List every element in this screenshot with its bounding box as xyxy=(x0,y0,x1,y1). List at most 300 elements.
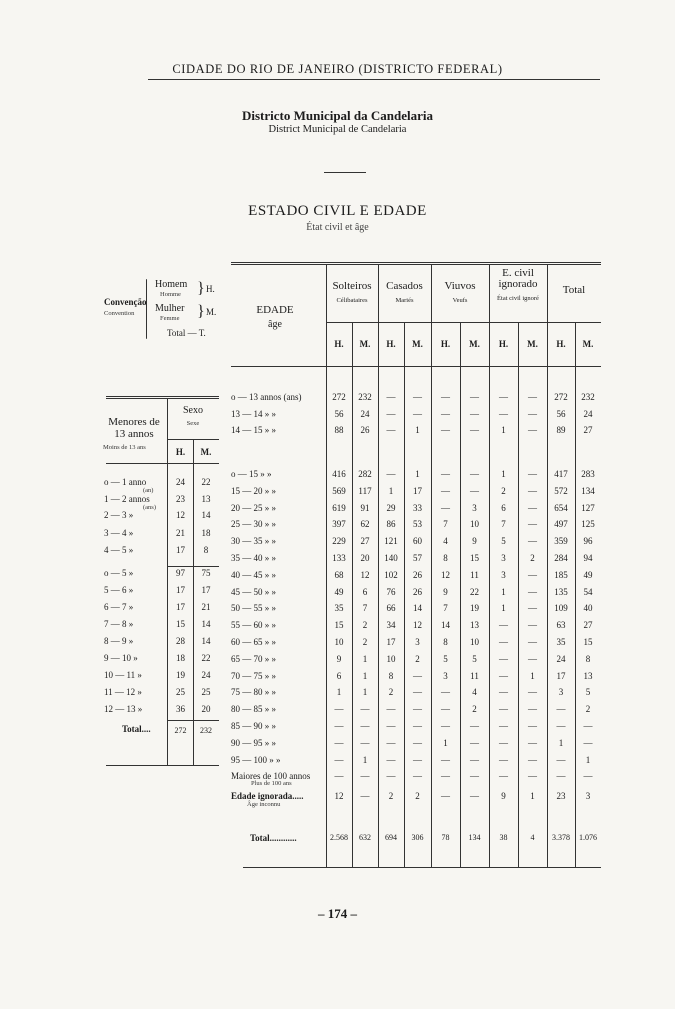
header-rule xyxy=(148,79,600,80)
menores-total-m: 232 xyxy=(200,726,212,735)
row-cell: — xyxy=(334,721,344,731)
row-cell: 2 xyxy=(585,704,591,715)
row-cell: 1 xyxy=(336,687,342,698)
row-cell: 1 xyxy=(362,687,368,698)
hm-header-5: M. xyxy=(469,339,480,349)
convention-label: Convenção xyxy=(104,297,147,307)
row-cell: — xyxy=(413,737,422,748)
ignorada-cell: 9 xyxy=(501,791,506,801)
row-cell: — xyxy=(470,425,479,435)
row-cell: 34 xyxy=(386,620,396,631)
menores-row-m: 14 xyxy=(201,636,211,646)
row-cell: 2 xyxy=(415,653,420,664)
row-cell: — xyxy=(386,704,396,715)
row-cell: 185 xyxy=(554,569,568,580)
homem-brace: } xyxy=(197,280,205,297)
row-cell: 8 xyxy=(585,653,591,664)
row-cell: — xyxy=(528,687,537,698)
row-cell: — xyxy=(413,771,422,782)
row-cell: 10 xyxy=(470,637,479,647)
menores-row-m: 22 xyxy=(201,653,211,663)
row-cell: 1 xyxy=(501,469,506,479)
row-cell: — xyxy=(583,737,593,748)
row-cell: — xyxy=(528,392,537,402)
row-cell: 569 xyxy=(332,485,346,496)
edade-header: EDADE xyxy=(256,304,294,316)
sexe-header: Sexe xyxy=(186,420,200,427)
row-cell: 1 xyxy=(443,737,448,748)
menores-row-m: 75 xyxy=(201,568,211,578)
row-cell: — xyxy=(470,771,479,782)
row-cell: 20 xyxy=(360,553,370,563)
row-cell: 26 xyxy=(360,425,370,435)
row-cell: 4 xyxy=(443,536,448,547)
ignorada-cell: 12 xyxy=(334,791,344,801)
row-cell: — xyxy=(528,536,537,547)
hm-header-3: M. xyxy=(412,339,423,349)
row-cell: 26 xyxy=(413,569,422,580)
row-cell: 232 xyxy=(358,392,372,402)
row-cell: 60 xyxy=(413,536,422,547)
row-cell: 24 xyxy=(360,408,370,419)
column-header-4-label: Total xyxy=(562,284,586,296)
row-label: 65 — 70 » » xyxy=(231,653,276,664)
row-cell: 7 xyxy=(443,603,448,614)
row-cell: 3 xyxy=(558,687,564,698)
row-cell: — xyxy=(556,704,566,715)
row-cell: — xyxy=(499,670,508,681)
row-cell: — xyxy=(441,392,450,402)
sexo-header: Sexo xyxy=(183,405,203,416)
total-abbrev: Total — T. xyxy=(167,328,206,338)
row-cell: 17 xyxy=(386,637,396,647)
row-cell: — xyxy=(528,569,537,580)
row-cell: 6 xyxy=(362,586,368,597)
running-header: CIDADE DO RIO DE JANEIRO (DISTRICTO FEDERAL) xyxy=(172,62,503,76)
row-cell: 3 xyxy=(472,502,477,513)
menores-row-h: 19 xyxy=(176,670,185,680)
row-cell: — xyxy=(441,704,450,715)
row-label: 60 — 65 » » xyxy=(231,637,276,647)
menores-row-m: 17 xyxy=(201,585,211,595)
homem-abbrev: H. xyxy=(206,284,215,294)
total-cell: 134 xyxy=(468,833,481,842)
menores-row-label: 4 — 5 » xyxy=(104,545,134,555)
row-cell: — xyxy=(360,737,370,748)
row-cell: 2 xyxy=(362,620,368,631)
row-cell: — xyxy=(499,737,508,748)
menores-row-h: 25 xyxy=(176,687,185,697)
homem-label: Homem xyxy=(155,279,188,290)
row-cell: 11 xyxy=(470,569,479,580)
row-cell: 94 xyxy=(583,553,593,563)
column-header-0-label: Solteiros xyxy=(332,280,372,292)
menores-row-label: 6 — 7 » xyxy=(104,602,134,612)
hm-header-1: M. xyxy=(359,339,371,349)
menores-row-m: 14 xyxy=(201,619,211,629)
row-label: 80 — 85 » » xyxy=(231,704,276,715)
row-cell: — xyxy=(441,485,450,496)
row-cell: 1 xyxy=(585,754,591,765)
row-label: 85 — 90 » » xyxy=(231,721,276,731)
row-label-sub: Plus de 100 ans xyxy=(251,780,292,788)
row-cell: 140 xyxy=(384,553,398,563)
menores-row-m: 13 xyxy=(201,494,211,504)
row-cell: 2 xyxy=(362,637,368,647)
menores-row-h: 97 xyxy=(176,568,185,578)
row-cell: — xyxy=(360,771,370,782)
hm-header-6: H. xyxy=(498,339,509,349)
row-cell: 66 xyxy=(386,603,396,614)
row-cell: 572 xyxy=(554,485,568,496)
row-cell: 7 xyxy=(443,519,448,530)
row-cell: — xyxy=(470,737,479,748)
row-cell: — xyxy=(528,754,537,765)
total-cell: 38 xyxy=(499,833,508,842)
row-cell: — xyxy=(413,721,422,731)
menores-row-h: 36 xyxy=(176,704,185,714)
hm-header-7: M. xyxy=(527,339,538,349)
convention-brace xyxy=(146,279,148,339)
row-cell: 1 xyxy=(388,485,394,496)
row-cell: 272 xyxy=(554,392,568,402)
menores-row-h: 17 xyxy=(176,585,185,595)
row-label: 45 — 50 » » xyxy=(231,586,276,597)
row-cell: — xyxy=(528,519,537,530)
row-label: 30 — 35 » » xyxy=(231,536,276,547)
row-cell: — xyxy=(470,485,479,496)
row-cell: 86 xyxy=(386,519,396,530)
ignorada-cell: — xyxy=(470,791,479,801)
menores-row-label: o — 5 » xyxy=(104,568,134,578)
menores-bottom-rule xyxy=(106,765,219,766)
row-cell: — xyxy=(386,408,396,419)
table-top-rule xyxy=(231,262,601,263)
row-cell: 8 xyxy=(443,637,448,647)
ignorada-cell: 2 xyxy=(415,791,420,801)
row-cell: — xyxy=(441,754,450,765)
column-header-2-label-fr: Veufs xyxy=(452,297,468,304)
row-cell: 15 xyxy=(334,620,344,631)
row-label: 55 — 60 » » xyxy=(231,620,276,631)
row-cell: 14 xyxy=(441,620,450,631)
row-cell: — xyxy=(528,721,537,731)
mulher-label: Mulher xyxy=(155,303,185,314)
column-header-0-label-fr: Célibataires xyxy=(336,297,368,304)
row-cell: 68 xyxy=(334,569,344,580)
row-cell: 2 xyxy=(388,687,394,698)
row-cell: 102 xyxy=(384,569,398,580)
mulher-abbrev: M. xyxy=(206,307,217,317)
row-cell: 13 xyxy=(470,620,479,631)
hm-header-0: H. xyxy=(334,339,344,349)
row-cell: 27 xyxy=(360,536,370,547)
menores-row-label: 9 — 10 » xyxy=(104,653,138,663)
menores-row-label: 1 — 2 annos xyxy=(104,494,150,504)
row-cell: 40 xyxy=(583,603,593,614)
section-subtitle: État civil et âge xyxy=(306,222,369,233)
menores-row-label: 5 — 6 » xyxy=(104,585,134,595)
district-subtitle: District Municipal de Candelaria xyxy=(268,124,407,135)
row-cell: — xyxy=(556,754,566,765)
subheader-rule xyxy=(326,322,601,323)
row-cell: — xyxy=(528,408,537,419)
row-cell: — xyxy=(499,687,508,698)
menores-row-h: 15 xyxy=(176,619,185,629)
column-header-3-label-fr: État civil ignoré xyxy=(497,295,539,302)
row-cell: 24 xyxy=(556,653,566,664)
row-cell: — xyxy=(499,637,508,647)
convention-label-fr: Convention xyxy=(104,310,135,317)
menores-row-label: 8 — 9 » xyxy=(104,636,134,646)
menores-row-label: o — 1 anno xyxy=(104,477,147,487)
menores-header-rule xyxy=(106,463,219,464)
row-cell: 49 xyxy=(334,586,344,597)
row-label: 50 — 55 » » xyxy=(231,603,276,614)
row-cell: 109 xyxy=(554,603,568,614)
row-cell: 6 xyxy=(336,670,342,681)
row-cell: — xyxy=(413,704,422,715)
row-label: 75 — 80 » » xyxy=(231,687,276,698)
district-title: Districto Municipal da Candelaria xyxy=(241,108,434,123)
row-label: o — 15 » » xyxy=(231,469,272,479)
row-cell: — xyxy=(386,754,396,765)
row-cell: — xyxy=(441,469,450,479)
row-cell: 6 xyxy=(501,502,506,513)
row-label: 20 — 25 » » xyxy=(231,502,276,513)
menores-row-h: 23 xyxy=(176,494,185,504)
menores-row-m: 18 xyxy=(201,528,211,538)
row-cell: — xyxy=(334,771,344,782)
menores-row-label: 12 — 13 » xyxy=(104,704,143,714)
row-cell: 3 xyxy=(501,569,506,580)
row-cell: 7 xyxy=(501,519,506,530)
hm-header-9: M. xyxy=(582,339,594,349)
row-cell: 135 xyxy=(554,586,568,597)
column-header-0 xyxy=(326,281,378,306)
row-cell: — xyxy=(413,754,422,765)
menores-row-h: 17 xyxy=(176,545,185,555)
row-label: 95 — 100 » » xyxy=(231,754,281,765)
row-cell: — xyxy=(360,704,370,715)
row-cell: — xyxy=(441,425,450,435)
row-cell: 121 xyxy=(384,536,398,547)
row-cell: 1 xyxy=(530,670,535,681)
menores-row-m: 8 xyxy=(203,545,209,555)
column-header-3-label: E. civil ignorado xyxy=(498,267,538,290)
column-header-3 xyxy=(489,268,547,304)
row-cell: — xyxy=(556,721,566,731)
row-cell: 63 xyxy=(556,620,566,631)
row-cell: 9 xyxy=(336,653,342,664)
menores-subtitle: Moins de 13 ans xyxy=(103,444,146,451)
row-cell: — xyxy=(386,771,396,782)
row-cell: 1 xyxy=(362,670,368,681)
row-cell: — xyxy=(413,670,422,681)
row-cell: 3 xyxy=(501,553,506,563)
menores-row-sub: (ans) xyxy=(143,504,156,511)
row-cell: 416 xyxy=(332,469,346,479)
row-cell: — xyxy=(528,502,537,513)
row-cell: 654 xyxy=(554,502,568,513)
row-cell: — xyxy=(583,721,593,731)
row-cell: 2 xyxy=(501,485,506,496)
menores-row-h: 21 xyxy=(176,528,185,538)
row-cell: 27 xyxy=(583,425,593,435)
row-cell: — xyxy=(528,425,537,435)
row-cell: 76 xyxy=(386,586,396,597)
menores-row-h: 12 xyxy=(176,510,185,520)
row-cell: — xyxy=(386,721,396,731)
row-cell: 8 xyxy=(388,670,394,681)
ignorada-cell: 2 xyxy=(388,791,394,801)
row-cell: 5 xyxy=(472,653,477,664)
total-cell: 2.568 xyxy=(330,833,348,842)
row-cell: 10 xyxy=(386,653,396,664)
row-cell: — xyxy=(499,408,508,419)
page-number: – 174 – xyxy=(318,906,357,921)
menores-row-h: 28 xyxy=(176,636,185,646)
row-cell: 5 xyxy=(443,653,448,664)
row-cell: — xyxy=(470,408,479,419)
row-cell: 359 xyxy=(554,536,568,547)
row-label: o — 13 annos (ans) xyxy=(231,392,302,402)
row-cell: 134 xyxy=(581,485,595,496)
menores-total-h: 272 xyxy=(174,726,187,735)
row-cell: — xyxy=(334,737,344,748)
menores-title: Menores de 13 annos xyxy=(108,416,160,440)
menores-row-m: 14 xyxy=(201,510,211,520)
mulher-brace: } xyxy=(197,303,205,320)
menores-total-label: Total.... xyxy=(122,724,151,734)
row-cell: 1 xyxy=(415,469,420,479)
row-cell: — xyxy=(470,469,479,479)
row-cell: — xyxy=(528,485,537,496)
row-cell: — xyxy=(441,502,450,513)
menores-top-rule xyxy=(106,396,219,397)
column-header-2 xyxy=(431,281,489,306)
row-cell: — xyxy=(499,754,508,765)
row-cell: 56 xyxy=(556,408,566,419)
row-label: 15 — 20 » » xyxy=(231,485,276,496)
row-cell: 12 xyxy=(360,569,370,580)
row-cell: 15 xyxy=(470,553,479,563)
total-cell: 694 xyxy=(385,833,397,842)
column-header-2-label: Viuvos xyxy=(444,280,476,292)
row-cell: 33 xyxy=(413,502,422,513)
row-cell: — xyxy=(470,754,479,765)
total-cell: 306 xyxy=(411,833,424,842)
homme-label: Homme xyxy=(160,291,181,298)
row-cell: — xyxy=(528,469,537,479)
row-cell: 35 xyxy=(334,603,344,614)
row-cell: 5 xyxy=(585,687,591,698)
row-cell: — xyxy=(470,721,479,731)
row-cell: 397 xyxy=(332,519,346,530)
row-cell: 117 xyxy=(358,485,372,496)
row-cell: — xyxy=(386,469,396,479)
total-cell: 4 xyxy=(530,833,535,842)
row-cell: — xyxy=(528,586,537,597)
row-cell: — xyxy=(441,687,450,698)
row-cell: 1 xyxy=(362,653,368,664)
row-cell: — xyxy=(334,754,344,765)
menores-row-m: 22 xyxy=(201,477,211,487)
row-cell: 1 xyxy=(415,425,420,435)
row-cell: 232 xyxy=(581,392,595,402)
total-cell: 78 xyxy=(441,833,450,842)
row-cell: 88 xyxy=(334,425,344,435)
row-cell: — xyxy=(499,721,508,731)
menores-h-header: H. xyxy=(175,447,186,457)
femme-label: Femme xyxy=(160,315,180,322)
row-cell: — xyxy=(528,637,537,647)
menores-row-m: 21 xyxy=(201,602,211,612)
row-cell: 26 xyxy=(413,586,422,597)
menores-row-label: 11 — 12 » xyxy=(104,687,142,697)
row-cell: 13 xyxy=(583,670,593,681)
ignorada-cell: 3 xyxy=(585,791,591,801)
ignorada-label: Edade ignorada..... xyxy=(231,791,304,801)
row-cell: 22 xyxy=(470,586,479,597)
menores-row-label: 7 — 8 » xyxy=(104,619,134,629)
row-cell: 127 xyxy=(581,502,595,513)
row-cell: 125 xyxy=(581,519,595,530)
total-cell: 3.378 xyxy=(552,833,570,842)
row-cell: — xyxy=(556,771,566,782)
row-cell: — xyxy=(528,653,537,664)
row-cell: 9 xyxy=(472,536,477,547)
header-bottom-rule xyxy=(231,366,601,367)
hm-header-2: H. xyxy=(386,339,396,349)
row-cell: — xyxy=(386,737,396,748)
row-cell: — xyxy=(499,653,508,664)
row-cell: 19 xyxy=(470,603,479,614)
row-cell: 56 xyxy=(334,408,344,419)
row-cell: 1 xyxy=(501,425,506,435)
hm-header-8: H. xyxy=(556,339,566,349)
row-cell: 96 xyxy=(583,536,593,547)
menores-sexo-rule xyxy=(168,439,219,440)
menores-top-rule-2 xyxy=(106,398,219,399)
menores-row-h: 17 xyxy=(176,602,185,612)
column-header-4 xyxy=(547,285,601,296)
row-cell: 133 xyxy=(332,553,346,563)
menores-row-m: 20 xyxy=(201,704,211,714)
ignorada-cell: — xyxy=(441,791,450,801)
ignorada-sub: Âge inconnu xyxy=(247,801,281,808)
row-label: 90 — 95 » » xyxy=(231,737,276,748)
menores-m-header: M. xyxy=(200,447,212,457)
hm-header-4: H. xyxy=(440,339,451,349)
row-cell: 24 xyxy=(583,408,593,419)
table-top-rule-2 xyxy=(231,264,601,265)
row-cell: — xyxy=(386,392,396,402)
row-cell: 3 xyxy=(443,670,448,681)
row-cell: 17 xyxy=(413,485,422,496)
row-cell: 5 xyxy=(501,536,506,547)
row-cell: 17 xyxy=(556,670,566,681)
row-label: 70 — 75 » » xyxy=(231,670,276,681)
row-cell: — xyxy=(528,620,537,631)
menores-row-label: 2 — 3 » xyxy=(104,510,134,520)
row-cell: 1 xyxy=(501,586,506,597)
row-cell: 284 xyxy=(554,553,568,563)
row-cell: — xyxy=(413,408,422,419)
row-cell: — xyxy=(499,704,508,715)
row-cell: — xyxy=(499,620,508,631)
row-cell: 54 xyxy=(583,586,593,597)
